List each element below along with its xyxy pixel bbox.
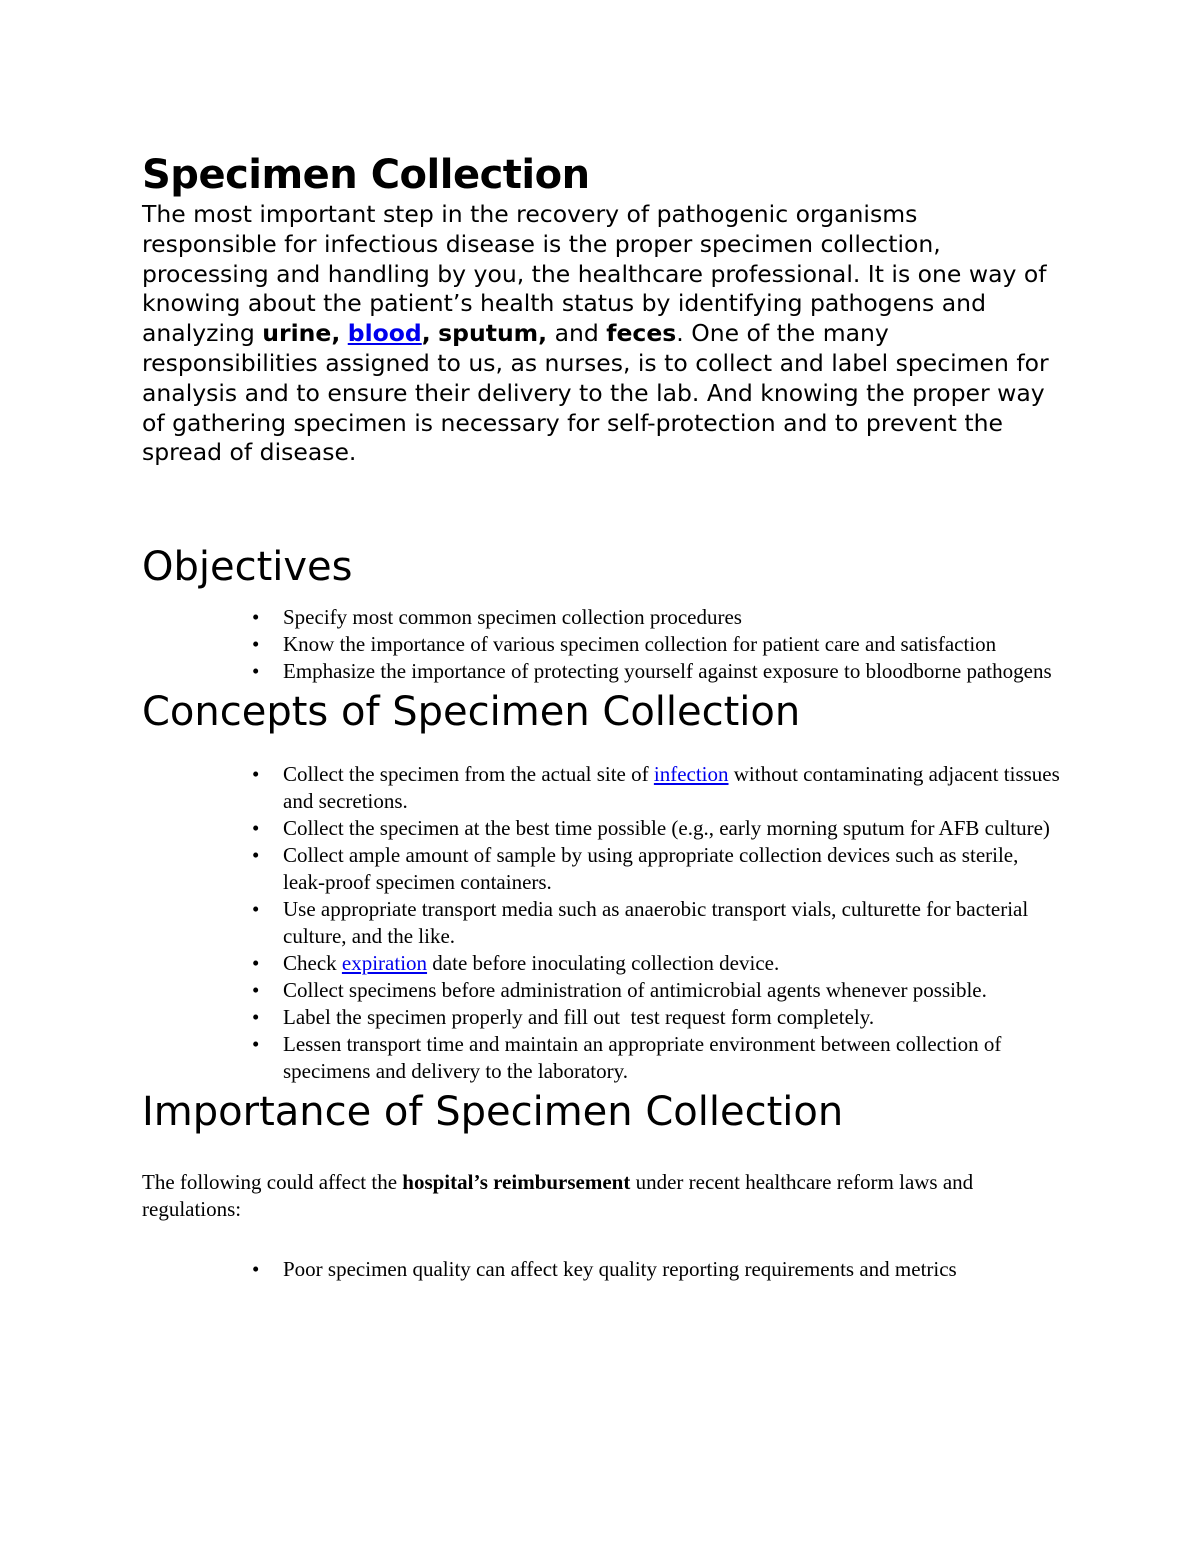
bullet-icon: • (252, 897, 260, 922)
importance-paragraph: The following could affect the hospital’s reimbursement under recent healthcare reform laws and regulations: (142, 1170, 974, 1222)
intro-text-end: . One of the many responsibilities assigned to us, as nurses, is to collect and label specimen for analysis and to ensure their delivery to the lab. And knowing the proper way of gathering specimen is necessary for self-protection and to prevent the spread of disease. (142, 319, 1049, 467)
bullet-icon: • (252, 762, 260, 787)
importance-list (142, 1256, 1062, 1283)
objectives-heading: Objectives (142, 544, 353, 591)
page-title: Specimen Collection (142, 152, 590, 198)
blood-link[interactable]: blood (347, 319, 422, 348)
bullet-icon: • (252, 978, 260, 1003)
list-item: • Use appropriate transport media such as anaerobic transport vials, culturette for bacterial culture, and the like. (252, 897, 1029, 949)
list-item: • Poor specimen quality can affect key quality reporting requirements and metrics (252, 1257, 957, 1282)
list-item: • Check expiration date before inoculating collection device. (252, 951, 780, 976)
bullet-icon: • (252, 632, 260, 657)
infection-link[interactable]: infection (653, 762, 729, 787)
bullet-icon: • (252, 816, 260, 841)
feces-term: feces (606, 319, 677, 348)
reimbursement-term: hospital’s reimbursement (402, 1170, 631, 1195)
bullet-icon: • (252, 659, 260, 684)
list-item: • Emphasize the importance of protecting yourself against exposure to bloodborne pathogens (252, 659, 1052, 684)
intro-text: The most important step in the recovery of pathogenic organisms responsible for infectious disease is the proper specimen collection, processing and handling by you, the healthcare professional. It is one way of knowing about the patient’s health status by identifying pathogens and analyzing (142, 200, 1047, 348)
intro-paragraph: The most important step in the recovery of pathogenic organisms responsible for infectious disease is the proper specimen collection, processing and handling by you, the healthcare professional. It is one way of knowing about the patient’s health status by identifying pathogens and analyzing urine, blood, sputum, and feces. One of the many responsibilities assigned to us, as nurses, is to collect and label specimen for analysis and to ensure their delivery to the lab. And knowing the proper way of gathering specimen is necessary for self-protection and to prevent the spread of disease. (142, 200, 1049, 467)
list-item: • Collect specimens before administration of antimicrobial agents whenever possible. (252, 978, 987, 1003)
document-page (142, 150, 1062, 1283)
list-item: • Label the specimen properly and fill out test request form completely. (252, 1005, 875, 1030)
bullet-icon: • (252, 951, 260, 976)
bullet-icon: • (252, 1032, 260, 1057)
concepts-heading: Concepts of Specimen Collection (142, 689, 801, 736)
list-item: • Collect the specimen at the best time possible (e.g., early morning sputum for AFB culture) (252, 816, 1050, 841)
expiration-link[interactable]: expiration (341, 951, 428, 976)
concepts-list (142, 761, 1062, 1085)
list-item: • Know the importance of various specimen collection for patient care and satisfaction (252, 632, 997, 657)
importance-heading: Importance of Specimen Collection (142, 1089, 844, 1136)
objectives-list (142, 604, 1062, 685)
urine-term: urine, (262, 319, 341, 348)
list-item: • Specify most common specimen collection procedures (252, 605, 742, 630)
list-item: • Collect the specimen from the actual site of infection without contaminating adjacent tissues and secretions. (252, 762, 1060, 814)
bullet-icon: • (252, 1257, 260, 1282)
bullet-icon: • (252, 605, 260, 630)
list-item: • Collect ample amount of sample by using appropriate collection devices such as sterile, leak-proof specimen containers. (252, 843, 1019, 895)
sputum-term: sputum, (438, 319, 548, 348)
bullet-icon: • (252, 843, 260, 868)
bullet-icon: • (252, 1005, 260, 1030)
list-item: • Lessen transport time and maintain an appropriate environment between collection of specimens and delivery to the laboratory. (252, 1032, 1002, 1084)
